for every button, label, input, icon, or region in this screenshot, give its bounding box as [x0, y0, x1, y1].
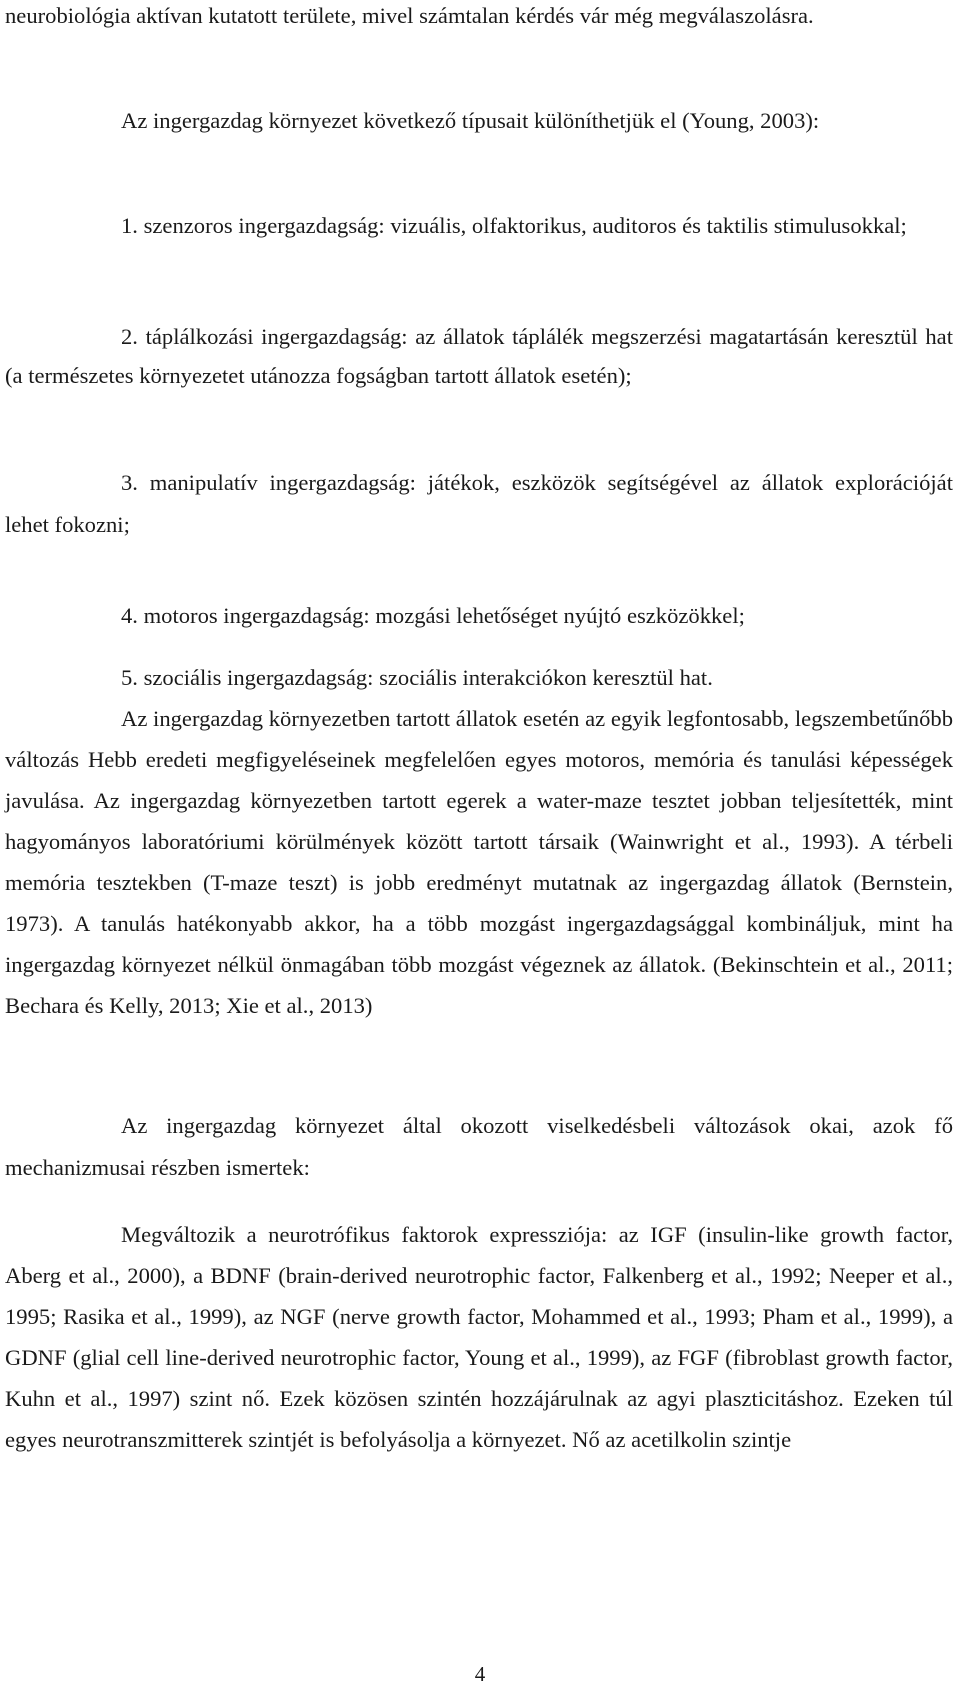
paragraph-environment-types-intro: Az ingergazdag környezet következő típusait különíthetjük el (Young, 2003): — [121, 108, 820, 133]
list-item-manipulative: 3. manipulatív ingergazdagság: játékok, eszközök segítségével az állatok explorációját lehet fokozni; — [5, 470, 953, 537]
page-number: 4 — [474, 1662, 486, 1686]
paragraph-enriched-environment-effects: Az ingergazdag környezetben tartott állatok esetén az egyik legfontosabb, legszembetűnőbb változás Hebb eredeti megfigyeléseinek megfelelően egyes motoros, memória és tanulási képességek javulása. Az ingergazdag környezetben tartott egerek a water-maze tesztet jobban teljesítették, mint hagyományos laboratóriumi körülmények között tartott társaik (Wainwright et al., 1993). A térbeli memória tesztekben (T-maze teszt) is jobb eredményt mutatnak az ingergazdag állatok (Bernstein, 1973). A tanulás hatékonyabb akkor, ha a több mozgást ingergazdagsággal kombináljuk, mint ha ingergazdag környezet nélkül önmagában több mozgást végeznek az állatok. (Bekinschtein et al., 2011; Bechara és Kelly, 2013; Xie et al., 2013) — [5, 706, 953, 1018]
paragraph-continuation: neurobiológia aktívan kutatott területe, mivel számtalan kérdés vár még megválaszolásra. — [5, 3, 814, 28]
list-item-sensory: 1. szenzoros ingergazdagság: vizuális, olfaktorikus, auditoros és taktilis stimulusokkal; — [121, 213, 907, 238]
paragraph-neurotrophic-factors: Megváltozik a neurotrófikus faktorok expressziója: az IGF (insulin-like growth factor, Aberg et al., 2000), a BDNF (brain-derived neurotrophic factor, Falkenberg et al., 1992; Neeper et al., 1995; Rasika et al., 1999), az NGF (nerve growth factor, Mohammed et al., 1993; Pham et al., 1999), a GDNF (glial cell line-derived neurotrophic factor, Young et al., 1999), az FGF (fibroblast growth factor, Kuhn et al., 1997) szint nő. Ezek közösen szintén hozzájárulnak az agyi plaszticitáshoz. Ezeken túl egyes neurotranszmitterek szintjét is befolyásolja a környezet. Nő az acetilkolin szintje — [5, 1222, 953, 1452]
paragraph-mechanisms-intro: Az ingergazdag környezet által okozott viselkedésbeli változások okai, azok fő mechanizmusai részben ismertek: — [5, 1113, 953, 1180]
list-item-social: 5. szociális ingergazdagság: szociális interakciókon keresztül hat. — [121, 664, 713, 690]
list-item-feeding: 2. táplálkozási ingergazdagság: az állatok táplálék megszerzési magatartásán keresztül hat (a természetes környezetet utánozza fogságban tartott állatok esetén); — [5, 324, 953, 388]
list-item-motor: 4. motoros ingergazdagság: mozgási lehetőséget nyújtó eszközökkel; — [121, 602, 745, 628]
